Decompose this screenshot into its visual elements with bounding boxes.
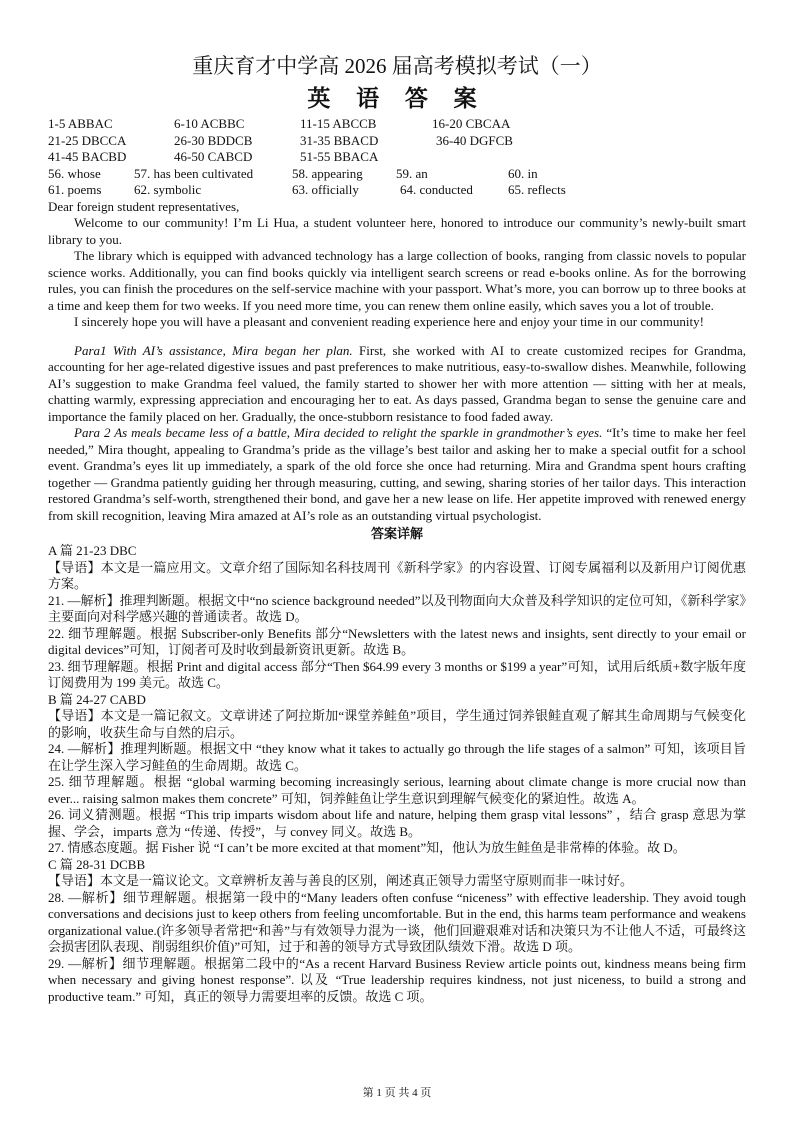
detail-line: 28. —解析】细节理解题。根据第一段中的“Many leaders often confuse “niceness” with effective leadership. They avoid tough conversations and decisions just to keep others from feeling uncomfortable. But in the end, this harms team performance and weakens organizational value.(许多领导者常把“和善”与有效领导力混为一谈，他们回避艰难对话和决策只为不让他人不适，可最终这会损害团队表现、削弱组织价值)”可知，过于和善的领导方式导致团队绩效下滑。故选 D 项。	[48, 889, 746, 954]
detail-line: B 篇 24-27 CABD	[48, 691, 146, 707]
answer-details	[48, 543, 746, 1005]
answer-key	[48, 116, 746, 199]
detail-line: 27. 情感态度题。据 Fisher 说 “I can’t be more excited at that moment”知，他认为放生鲑鱼是非常棒的体验。故 D。	[48, 840, 686, 855]
answer-cell: 58. appearing	[292, 165, 363, 181]
answer-cell: 1-5 ABBAC	[48, 116, 113, 131]
answer-cell: 31-35 BBACD	[300, 132, 379, 148]
detail-line: C 篇 28-31 DCBB	[48, 856, 146, 872]
details-heading: 答案详解	[370, 526, 423, 541]
letter-greeting: Dear foreign student representatives,	[48, 198, 240, 214]
answer-cell: 61. poems	[48, 182, 102, 197]
answer-row	[48, 182, 746, 199]
answer-row	[48, 133, 746, 150]
paragraph-body: First, she worked with AI to create customized recipes for Grandma, accounting for her age-related digestive issues and past preferences to make nutritious, easy-to-swallow dishes. Meanwhile, following AI’s suggestion to make Grandma feel valued, the family started to shower her with more attention — sitting with her at meals, chatting warmly, expressing appreciation and encouraging her to eat. As days passed, Grandma began to sense the genuine care and importance the family placed on her. Gradually, the once-stubborn resistance to food faded away.	[48, 342, 746, 424]
document-page	[48, 52, 746, 1005]
paragraph-lead: Para1 With AI’s assistance, Mira began her plan.	[74, 342, 353, 358]
answer-cell: 65. reflects	[508, 182, 566, 197]
answer-row	[48, 149, 746, 166]
answer-cell: 63. officially	[292, 182, 359, 197]
page-footer: 第 1 页 共 4 页	[362, 1087, 432, 1099]
letter-paragraph: The library which is equipped with advanced technology has a large collection of books, ranging from classic novels to popular science works. Additionally, you can find books quickly via intelligent search screens or read e-books online. As for the borrowing rules, you can finish the procedures on the self-service machine with your passport. What’s more, you can borrow up to three books at a time and keep them for two weeks. If you need more time, you can renew them online easily, which saves you a lot of trouble.	[48, 248, 746, 313]
answer-cell: 62. symbolic	[134, 182, 202, 197]
detail-line: 25. 细节理解题。根据 “global warming becoming increasingly serious, learning about climate change is more crucial now than ever... raising salmon makes them concrete” 可知，饲养鲑鱼让学生意识到理解气候变化的紧迫性。故选 A。	[48, 774, 746, 806]
letter-paragraph: Welcome to our community! I’m Li Hua, a student volunteer here, honored to introduce our community’s newly-built smart library to you.	[48, 215, 746, 247]
answer-row	[48, 166, 746, 183]
answer-cell: 41-45 BACBD	[48, 149, 127, 164]
continuation-paragraph	[48, 343, 746, 426]
answer-cell: 36-40 DGFCB	[436, 132, 513, 148]
detail-line: 22. 细节理解题。根据 Subscriber-only Benefits 部分“Newsletters with the latest news and insights, sent directly to your email or digital devices”可知，订阅者可及时收到最新资讯更新。故选 B。	[48, 625, 746, 657]
answer-cell: 46-50 CABCD	[174, 149, 253, 164]
detail-line: 24. —解析】推理判断题。根据文中 “they know what it takes to actually go through the life stages of a salmon” 可知，该项目旨在让学生深入学习鲑鱼的生命周期。故选 C。	[48, 741, 746, 773]
answer-cell: 51-55 BBACA	[300, 149, 379, 164]
continuation-paragraph	[48, 425, 746, 524]
paragraph-lead: Para 2 As meals became less of a battle, Mira decided to relight the sparkle in grandmother’s eyes.	[74, 425, 603, 440]
answer-row	[48, 116, 746, 133]
detail-line: 23. 细节理解题。根据 Print and digital access 部分“Then $64.99 every 3 months or $199 a year”可知，试用后纸质+数字版年度订阅费用为 199 美元。故选 C。	[48, 658, 746, 690]
answer-cell: 60. in	[508, 165, 538, 181]
paragraph-body: “It’s time to make her feel needed,” Mira thought, appealing to Grandma’s pride as the village’s best tailor and asking her to make a special outfit for a school event. Grandma’s eyes lit up immediately, a spark of the old force she once had returning. Mira and Grandma spent hours crafting together — Grandma patiently guiding her through measuring, cutting, and sewing, sharing stories of her tailor days. This interaction restored Grandma’s self-worth, strengthened their bond, and gave her a new lease on life. Her appetite improved with renewed energy from skill recognition, leaving Mira amazed at AI’s role as an outstanding virtual psychologist.	[48, 425, 746, 523]
answer-cell: 6-10 ACBBC	[174, 116, 245, 131]
answer-cell: 21-25 DBCCA	[48, 132, 127, 148]
answer-cell: 56. whose	[48, 165, 101, 181]
detail-line: 【导语】本文是一篇记叙文。文章讲述了阿拉斯加“课堂养鲑鱼”项目，学生通过饲养银鲑直观了解其生命周期与气候变化的影响，收获生命与自然的启示。	[48, 708, 746, 740]
detail-line: 21. —解析】推理判断题。根据文中“no science background needed”以及刊物面向大众普及科学知识的定位可知，《新科学家》主要面向对科学感兴趣的普通读者。故选 D。	[48, 592, 746, 624]
detail-line: 26. 词义猜测题。根据 “This trip imparts wisdom about life and nature, helping them grasp vital lessons” ，结合 grasp 意思为掌握、学会，imparts 意为 “传递、传授”，与 convey 同义。故选 B。	[48, 807, 746, 839]
detail-line: A 篇 21-23 DBC	[48, 543, 137, 558]
detail-line: 29. —解析】细节理解题。根据第二段中的“As a recent Harvard Business Review article points out, kindness means being firm when necessary and giving honest response”. 以及 “True leadership requires kindness, not just niceness, to build a strong and productive team.” 可知，真正的领导力需要坦率的反馈。故选 C 项。	[48, 955, 746, 1004]
page-subtitle: 英 语 答 案	[307, 86, 487, 111]
page-title: 重庆育才中学高 2026 届高考模拟考试（一）	[192, 54, 602, 78]
answer-cell: 16-20 CBCAA	[432, 116, 511, 131]
answer-cell: 26-30 BDDCB	[174, 132, 253, 148]
answer-cell: 11-15 ABCCB	[300, 116, 377, 131]
writing-letter	[48, 199, 746, 331]
answer-cell: 59. an	[396, 165, 428, 181]
detail-line: 【导语】本文是一篇应用文。文章介绍了国际知名科技周刊《新科学家》的内容设置、订阅专属福利以及新用户订阅优惠方案。	[48, 559, 746, 591]
answer-cell: 64. conducted	[400, 182, 473, 197]
detail-line: 【导语】本文是一篇议论文。文章辨析友善与善良的区别，阐述真正领导力需坚守原则而非一味讨好。	[48, 873, 634, 888]
continuation-writing	[48, 343, 746, 525]
letter-paragraph: I sincerely hope you will have a pleasant and convenient reading experience here and enjoy your time in our community!	[74, 314, 704, 329]
answer-cell: 57. has been cultivated	[134, 165, 254, 181]
